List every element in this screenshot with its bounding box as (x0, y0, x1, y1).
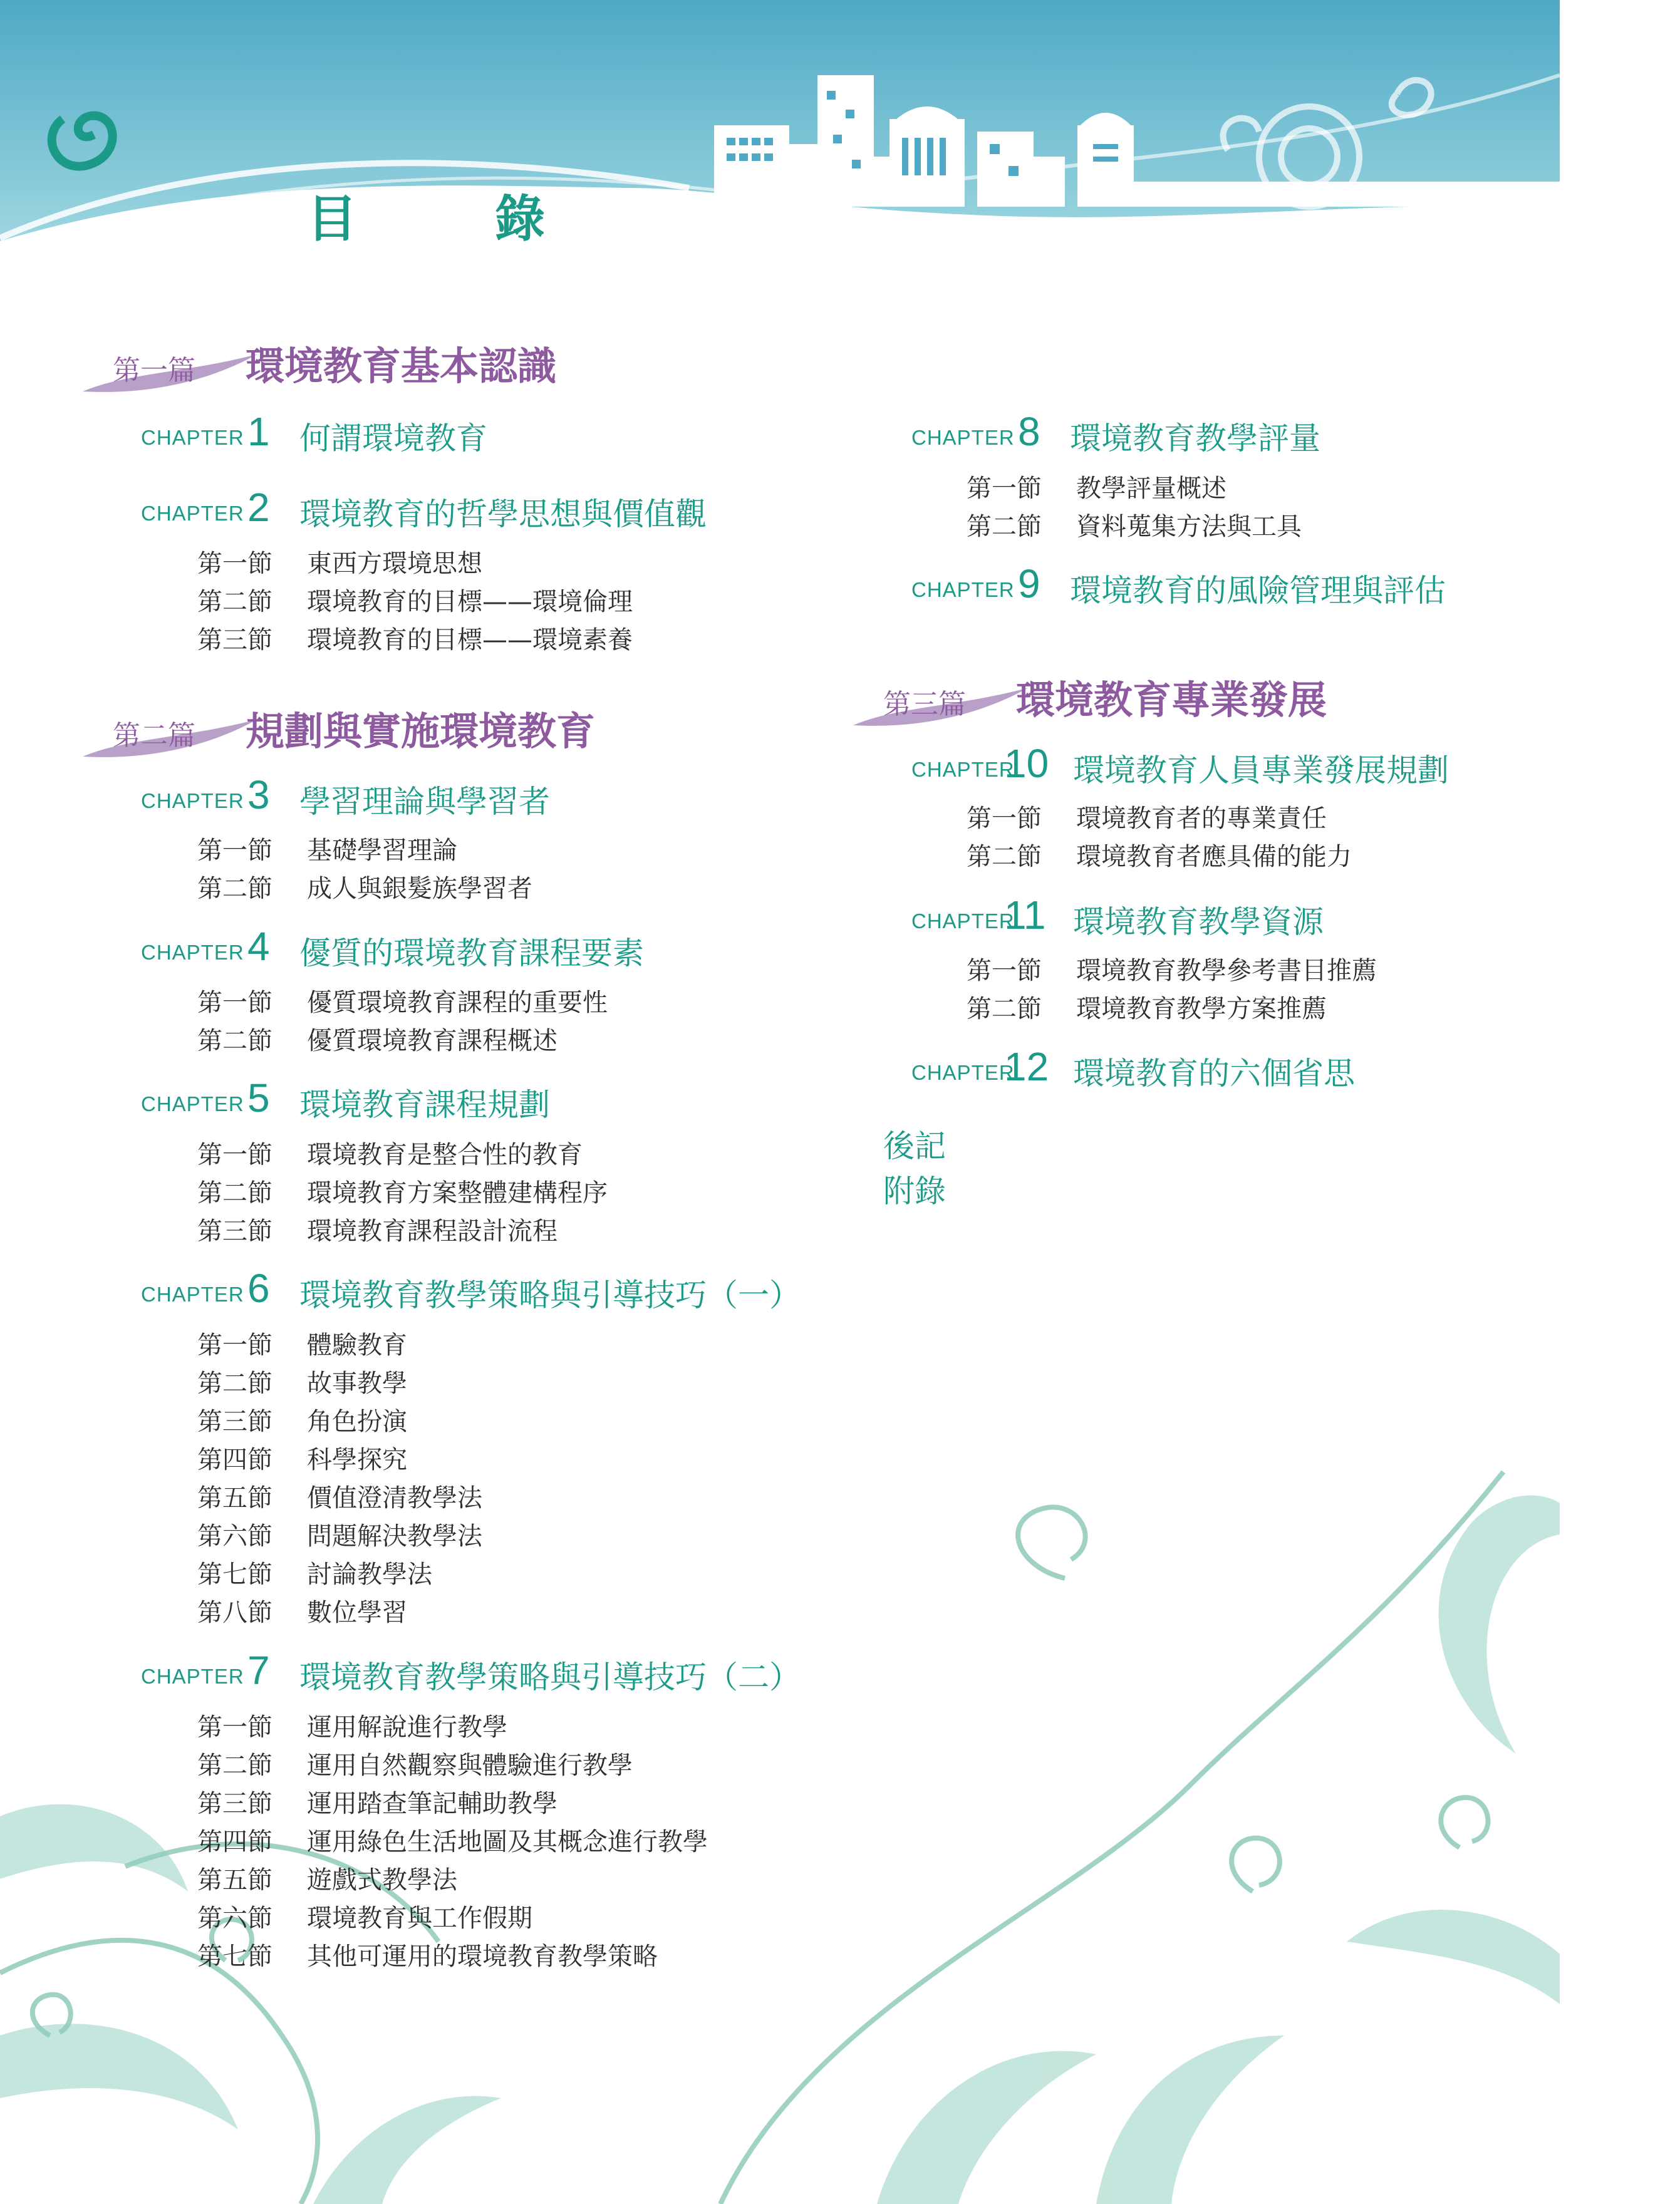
section-number: 第六節 (197, 1522, 272, 1551)
section-number: 第八節 (197, 1598, 272, 1627)
section-number: 第二節 (197, 874, 272, 903)
section-title: 環境教育與工作假期 (307, 1904, 532, 1933)
part-label: 第三篇 (883, 688, 966, 720)
chapter-word: CHAPTER (911, 426, 1015, 449)
chapter-word: CHAPTER (911, 578, 1015, 601)
chapter-title: 環境教育教學策略與引導技巧（二） (299, 1659, 801, 1695)
section-title: 優質環境教育課程概述 (307, 1027, 557, 1055)
chapter-number: 5 (247, 1075, 270, 1120)
section-number: 第三節 (197, 1407, 272, 1436)
section-title: 環境教育者的專業責任 (1076, 804, 1327, 833)
chapter-title: 學習理論與學習者 (299, 784, 550, 820)
section-number: 第五節 (197, 1484, 272, 1513)
section-number: 第四節 (197, 1828, 272, 1856)
chapter-title: 環境教育教學策略與引導技巧（一） (299, 1277, 801, 1313)
section-number: 第一節 (967, 804, 1042, 833)
section-title: 資料蒐集方法與工具 (1076, 512, 1302, 541)
section-title: 數位學習 (307, 1598, 407, 1627)
chapter-number: 7 (247, 1648, 270, 1693)
section-title: 運用解說進行教學 (307, 1713, 507, 1742)
section-title: 運用綠色生活地圖及其概念進行教學 (307, 1828, 708, 1856)
section-title: 教學評量概述 (1076, 474, 1226, 503)
chapter-number: 4 (247, 924, 270, 969)
chapter-title: 優質的環境教育課程要素 (299, 935, 644, 971)
chapter-number: 12 (1004, 1044, 1049, 1089)
chapter-word: CHAPTER (141, 1665, 244, 1688)
chapter-number: 11 (1004, 892, 1046, 938)
section-number: 第五節 (197, 1866, 272, 1895)
section-number: 第一節 (197, 549, 272, 578)
section-title: 優質環境教育課程的重要性 (307, 988, 608, 1017)
section-number: 第一節 (197, 836, 272, 865)
section-title: 角色扮演 (307, 1407, 407, 1436)
part-heading-3 (847, 669, 1411, 744)
chapter-title: 環境教育教學評量 (1070, 420, 1320, 457)
section-title: 科學探究 (307, 1446, 407, 1474)
section-number: 第三節 (197, 1217, 272, 1246)
section-title: 體驗教育 (307, 1331, 407, 1360)
section-title: 環境教育是整合性的教育 (307, 1141, 583, 1169)
chapter-title: 環境教育的哲學思想與價值觀 (299, 496, 707, 532)
part-heading-1 (76, 335, 640, 410)
chapter-number: 1 (247, 409, 270, 454)
section-title: 運用踏查筆記輔助教學 (307, 1789, 557, 1818)
section-number: 第七節 (197, 1560, 272, 1589)
chapter-word: CHAPTER (141, 502, 244, 525)
chapter-word: CHAPTER (141, 941, 244, 964)
chapter-title: 環境教育教學資源 (1073, 904, 1324, 940)
chapter-number: 9 (1018, 561, 1040, 606)
section-number: 第一節 (967, 956, 1042, 985)
chapter-number: 2 (247, 485, 270, 530)
section-number: 第一節 (197, 1713, 272, 1742)
chapter-title: 環境教育課程規劃 (299, 1087, 550, 1123)
section-number: 第四節 (197, 1446, 272, 1474)
chapter-title: 環境教育的風險管理與評估 (1070, 572, 1446, 609)
section-title: 討論教學法 (307, 1560, 432, 1589)
chapter-number: 6 (247, 1266, 270, 1311)
section-title: 環境教育教學方案推薦 (1076, 995, 1327, 1023)
chapter-title: 環境教育的六個省思 (1073, 1055, 1355, 1092)
section-title: 環境教育方案整體建構程序 (307, 1179, 608, 1208)
section-number: 第一節 (197, 1331, 272, 1360)
chapter-number: 10 (1004, 741, 1049, 786)
part-title: 環境教育專業發展 (1016, 677, 1327, 723)
part-label: 第二篇 (113, 720, 195, 752)
section-number: 第七節 (197, 1942, 272, 1971)
section-number: 第一節 (967, 474, 1042, 503)
section-number: 第三節 (197, 626, 272, 654)
chapter-number: 8 (1018, 409, 1040, 454)
section-title: 其他可運用的環境教育教學策略 (307, 1942, 658, 1971)
section-title: 東西方環境思想 (307, 549, 482, 578)
section-number: 第二節 (197, 1027, 272, 1055)
section-number: 第二節 (967, 512, 1042, 541)
section-title: 問題解決教學法 (307, 1522, 482, 1551)
chapter-title: 環境教育人員專業發展規劃 (1073, 752, 1449, 789)
header-banner (0, 0, 1560, 251)
section-number: 第二節 (197, 587, 272, 616)
chapter-word: CHAPTER (911, 1061, 1015, 1084)
chapter-word: CHAPTER (911, 909, 1015, 933)
appendix-link[interactable]: 附錄 (883, 1173, 946, 1209)
chapter-word: CHAPTER (911, 758, 1015, 781)
chapter-word: CHAPTER (141, 1092, 244, 1115)
chapter-word: CHAPTER (141, 426, 244, 449)
section-title: 環境教育教學參考書目推薦 (1076, 956, 1377, 985)
section-title: 環境教育課程設計流程 (307, 1217, 557, 1246)
section-title: 遊戲式教學法 (307, 1866, 457, 1895)
section-title: 環境教育者應具備的能力 (1076, 842, 1352, 871)
section-title: 成人與銀髮族學習者 (307, 874, 532, 903)
part-title: 規劃與實施環境教育 (246, 708, 596, 754)
section-number: 第一節 (197, 988, 272, 1017)
section-number: 第二節 (967, 842, 1042, 871)
section-number: 第二節 (197, 1369, 272, 1398)
chapter-title: 何謂環境教育 (299, 420, 487, 457)
section-title: 環境教育的目標——環境倫理 (307, 587, 633, 616)
chapter-word: CHAPTER (141, 789, 244, 812)
section-number: 第一節 (197, 1141, 272, 1169)
section-number: 第二節 (197, 1179, 272, 1208)
section-number: 第六節 (197, 1904, 272, 1933)
section-number: 第二節 (197, 1751, 272, 1780)
page-title: 目 錄 (307, 189, 589, 248)
section-title: 運用自然觀察與體驗進行教學 (307, 1751, 633, 1780)
afterword-link[interactable]: 後記 (883, 1128, 946, 1164)
section-title: 基礎學習理論 (307, 836, 457, 865)
section-title: 價值澄清教學法 (307, 1484, 482, 1513)
chapter-word: CHAPTER (141, 1283, 244, 1306)
part-label: 第一篇 (113, 354, 195, 386)
section-title: 環境教育的目標——環境素養 (307, 626, 633, 654)
chapter-number: 3 (247, 772, 270, 817)
section-number: 第三節 (197, 1789, 272, 1818)
part-title: 環境教育基本認識 (246, 343, 557, 389)
section-title: 故事教學 (307, 1369, 407, 1398)
section-number: 第二節 (967, 995, 1042, 1023)
part-heading-2 (76, 700, 640, 775)
